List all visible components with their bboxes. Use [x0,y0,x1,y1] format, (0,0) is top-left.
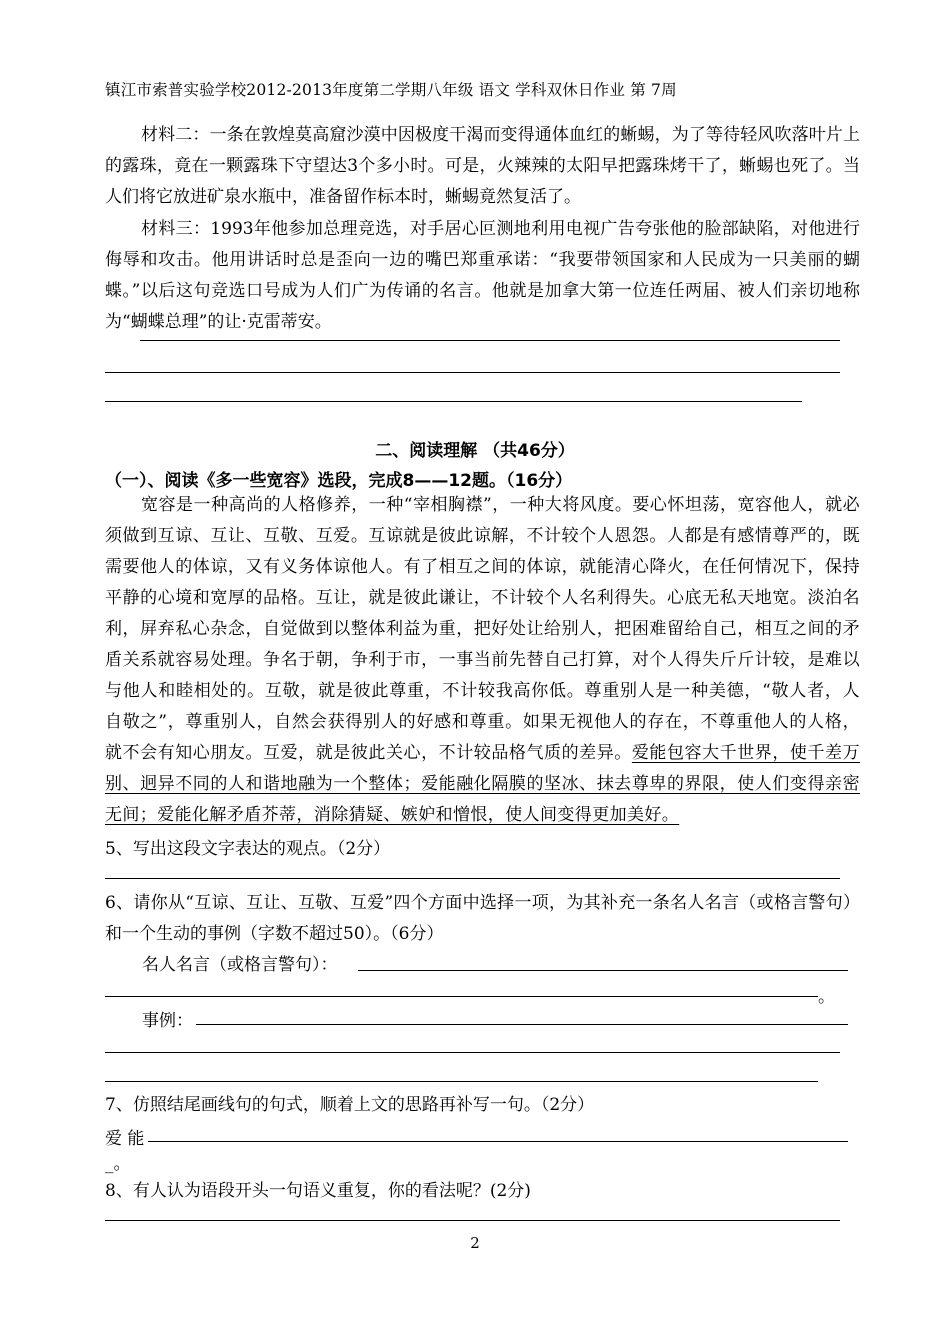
period-mark: 。 [818,987,835,1007]
question-7: 7、仿照结尾画线句的句式，顺着上文的思路再补写一句。（2分） [105,1095,595,1115]
subsection-title: （一）、阅读《多一些宽容》选段，完成8——12题。（16分） [105,471,573,491]
question-8: 8、有人认为语段开头一句语义重复，你的看法呢？(2分) [105,1181,531,1201]
material-three: 材料三：1993年他参加总理竞选，对手居心叵测地利用电视广告夸张他的脸部缺陷，对他进行侮辱和攻击。他用讲话时总是歪向一边的嘴巴郑重承诺：“我要带领国家和人民成为一只美丽的蝴蝶。”以后这句竞选口号成为人们广为传诵的名言。他就是加拿大第一位连任两届、被人们亲切地称为“蝴蝶总理”的让·克雷蒂安。 [105,219,860,332]
answer-line[interactable] [105,372,840,373]
material-two: 材料二：一条在敦煌莫高窟沙漠中因极度干渴而变得通体血红的蜥蜴，为了等待轻风吹落叶片上的露珠，竟在一颗露珠下守望达3个多小时。可是，火辣辣的太阳早把露珠烤干了，蜥蜴也死了。当人们将它放进矿泉水瓶中，准备留作标本时，蜥蜴竟然复活了。 [105,125,860,207]
answer-line[interactable] [105,1052,840,1053]
reading-passage [105,490,860,831]
answer-line[interactable] [105,996,818,997]
quote-label: 名人名言（或格言警句）： [142,955,338,975]
page-number: 2 [470,1234,480,1252]
answer-line[interactable] [105,1220,840,1221]
q7-end: _。 [105,1154,131,1174]
answer-line[interactable] [105,878,840,879]
q7-prefix: 爱 能 [105,1129,145,1149]
passage-underlined-sentence: 爱能包容大千世界，使千差万别、迥异不同的人和谐地融为一个整体；爱能融化隔膜的坚冰、抹去尊卑的界限，使人们变得亲密无间；爱能化解矛盾芥蒂，消除猜疑、嫉妒和憎恨，使人间变得更加美好。 [105,743,861,825]
example-answer-line[interactable] [196,1024,848,1025]
section-title: 二、阅读理解 （共46分） [375,441,575,461]
question-5: 5、写出这段文字表达的观点。（2分） [105,839,391,859]
quote-answer-line[interactable] [358,970,848,971]
answer-line[interactable] [105,1081,818,1082]
q7-answer-line[interactable] [148,1141,848,1142]
passage-main-text: 宽容是一种高尚的人格修养，一种“宰相胸襟”，一种大将风度。要心怀坦荡，宽容他人，就必须做到互谅、互让、互敬、互爱。互谅就是彼此谅解，不计较个人恩怨。人都是有感情尊严的，既需要他人的体谅，又有义务体谅他人。有了相互之间的体谅，就能清心降火，在任何情况下，保持平静的心境和宽厚的品格。互让，就是彼此谦让，不计较个人名利得失。心底无私天地宽。淡泊名利，屏弃私心杂念，自觉做到以整体利益为重，把好处让给别人，把困难留给自己，相互之间的矛盾关系就容易处理。争名于朝，争利于市，一事当前先替自己打算，对个人得失斤斤计较，是难以与他人和睦相处的。互敬，就是彼此尊重，不计较我高你低。尊重别人是一种美德，“敬人者，人自敬之”，尊重别人，自然会获得别人的好感和尊重。如果无视他人的存在，不尊重他人的人格，就不会有知心朋友。互爱，就是彼此关心，不计较品格气质的差异。 [105,495,860,763]
example-label: 事例： [142,1011,193,1031]
question-6: 6、请你从“互谅、互让、互敬、互爱”四个方面中选择一项，为其补充一条名人名言（或格言警句）和一个生动的事例（字数不超过50）。（6分） [105,893,860,944]
answer-line[interactable] [140,340,840,341]
answer-line[interactable] [105,401,802,402]
page-header: 镇江市索普实验学校2012-2013年度第二学期八年级 语文 学科双休日作业 第 7周 [105,81,677,99]
